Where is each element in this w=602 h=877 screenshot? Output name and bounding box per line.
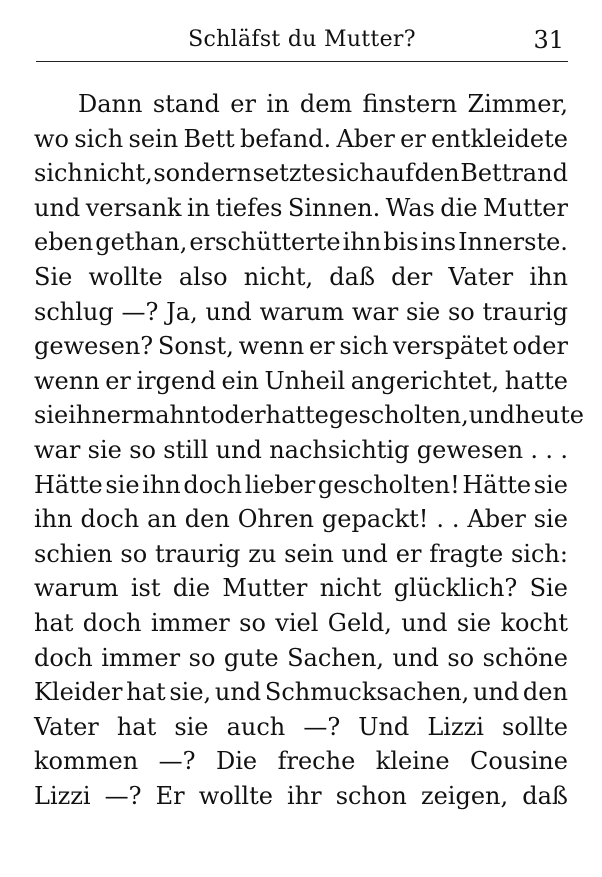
word: ihn xyxy=(142,470,181,499)
word: sollte xyxy=(502,712,568,741)
word: und xyxy=(472,678,520,707)
word: Schmucksachen, xyxy=(264,678,470,707)
word: Ohren xyxy=(237,505,314,534)
word: . xyxy=(436,505,444,534)
word: ermahnt xyxy=(106,401,211,430)
word: an xyxy=(147,505,177,534)
word: doch xyxy=(34,643,93,672)
word: daß xyxy=(522,781,568,810)
word: wo xyxy=(34,124,69,153)
word: freche xyxy=(277,747,356,776)
word: eben xyxy=(34,228,94,257)
word: er xyxy=(105,366,131,395)
word: Dann xyxy=(78,90,143,118)
word: wenn xyxy=(34,366,100,395)
text-line xyxy=(34,571,568,606)
text-line xyxy=(34,744,568,779)
word: sich xyxy=(74,124,124,153)
word: Vater xyxy=(34,712,99,741)
word: und xyxy=(401,608,448,637)
word: erschütterte xyxy=(189,228,341,257)
word: . xyxy=(560,435,568,464)
word: und xyxy=(468,401,515,430)
word: zu xyxy=(248,539,277,568)
word: Sie xyxy=(529,574,568,603)
word: traurig xyxy=(482,297,568,326)
word: Aber xyxy=(467,505,526,534)
word: den xyxy=(414,159,460,188)
word: sich: xyxy=(510,539,568,568)
word: sondern xyxy=(153,159,253,188)
word: Cousine xyxy=(470,747,568,776)
word: warum xyxy=(259,297,345,326)
word: so xyxy=(129,435,156,464)
word: versank xyxy=(85,193,182,222)
word: . xyxy=(451,505,460,534)
word: und xyxy=(214,678,262,707)
word: doch xyxy=(82,608,142,637)
word: —? xyxy=(158,747,196,776)
text-line xyxy=(34,329,568,364)
text-line xyxy=(34,641,568,676)
word: ist xyxy=(130,574,161,603)
word: er xyxy=(230,90,256,118)
word: lieber xyxy=(244,470,316,499)
word: Sie xyxy=(34,262,73,291)
word: befand. xyxy=(239,124,332,153)
word: nicht, xyxy=(243,262,314,291)
word: oder xyxy=(512,332,568,361)
word: und xyxy=(205,297,252,326)
word: Hätte xyxy=(462,470,532,499)
word: und xyxy=(215,435,262,464)
word: die xyxy=(440,193,478,222)
word: Hätte xyxy=(34,470,103,499)
word: nicht, xyxy=(83,159,153,188)
word: ihn xyxy=(529,262,568,291)
word: Ja, xyxy=(166,297,198,326)
word: sie xyxy=(456,608,492,637)
word: schien xyxy=(34,539,113,568)
word: sie xyxy=(87,435,122,464)
text-line xyxy=(34,225,568,260)
word: irgend xyxy=(136,366,216,395)
word: gewesen xyxy=(416,435,524,464)
word: so xyxy=(239,608,266,637)
word: ihn xyxy=(68,401,107,430)
word: auf xyxy=(375,159,415,188)
word: —? xyxy=(303,712,341,741)
word: gepackt! xyxy=(321,505,429,534)
word: verspätet xyxy=(393,332,508,361)
word: hat xyxy=(34,608,74,637)
word: sich xyxy=(34,159,83,188)
word: sich xyxy=(339,332,389,361)
word: ein xyxy=(221,366,259,395)
word: tiefes xyxy=(215,193,283,222)
word: immer xyxy=(150,608,230,637)
word: glücklich? xyxy=(393,574,518,603)
word: gethan, xyxy=(95,228,188,257)
word: zeigen, xyxy=(420,781,509,810)
word: . xyxy=(545,435,554,464)
word: auch xyxy=(226,712,286,741)
word: Zimmer, xyxy=(467,90,568,118)
text-line xyxy=(34,779,568,814)
word: —? xyxy=(121,297,159,326)
text-line xyxy=(34,433,568,468)
word: Sonst, xyxy=(157,332,234,361)
running-head-title: Schläfst du Mutter? xyxy=(188,27,416,52)
word: oder xyxy=(210,401,266,430)
word: viel xyxy=(275,608,319,637)
word: ihn xyxy=(342,228,382,257)
word: entkleidete xyxy=(431,124,568,153)
page-number: 31 xyxy=(533,26,564,54)
word: Lizzi xyxy=(427,712,484,741)
text-line xyxy=(34,260,568,295)
word: also xyxy=(178,262,228,291)
word: Innerste. xyxy=(458,228,568,257)
word: Die xyxy=(216,747,258,776)
word: schon xyxy=(335,781,407,810)
word: sie xyxy=(533,470,568,499)
word: Sinnen. xyxy=(287,193,381,222)
word: so xyxy=(447,643,475,672)
word: stand xyxy=(152,90,220,118)
word: Aber xyxy=(336,124,395,153)
word: den xyxy=(522,678,568,707)
word: sie xyxy=(34,401,69,430)
word: Unheil xyxy=(264,366,346,395)
word: kommen xyxy=(34,747,139,776)
word: heute xyxy=(515,401,584,430)
text-line xyxy=(34,191,568,226)
word: er xyxy=(395,539,422,568)
word: wenn xyxy=(238,332,305,361)
word: nachsichtig xyxy=(269,435,410,464)
word: gewesen? xyxy=(34,332,154,361)
word: Vater xyxy=(448,262,514,291)
word: er xyxy=(308,332,335,361)
word: nicht xyxy=(319,574,382,603)
text-line xyxy=(34,156,568,191)
word: sie, xyxy=(169,678,212,707)
word: Mutter xyxy=(482,193,568,222)
word: Bett xyxy=(183,124,235,153)
word: sie xyxy=(533,505,568,534)
word: doch xyxy=(80,505,140,534)
word: gescholten! xyxy=(317,470,460,499)
word: hat xyxy=(126,678,166,707)
word: er xyxy=(400,124,426,153)
word: gute xyxy=(223,643,279,672)
word: daß xyxy=(329,262,375,291)
header-rule xyxy=(36,61,568,62)
text-line xyxy=(34,502,568,537)
word: ins xyxy=(420,228,457,257)
word: —? xyxy=(104,781,142,810)
word: bis xyxy=(383,228,419,257)
text-line xyxy=(34,364,568,399)
text-line xyxy=(34,606,568,641)
word: Geld, xyxy=(327,608,392,637)
word: Und xyxy=(358,712,410,741)
word: war xyxy=(34,435,81,464)
word: hatte xyxy=(504,366,568,395)
word: hat xyxy=(116,712,157,741)
word: schöne xyxy=(482,643,568,672)
text-line xyxy=(34,122,568,157)
word: sie xyxy=(174,712,209,741)
word: in xyxy=(186,193,211,222)
word: dem xyxy=(299,90,353,118)
text-line xyxy=(34,398,584,433)
word: sie xyxy=(406,297,441,326)
word: gescholten, xyxy=(328,401,469,430)
running-head xyxy=(36,22,568,62)
word: kleine xyxy=(375,747,450,776)
word: doch xyxy=(183,470,243,499)
word: . xyxy=(530,435,539,464)
word: und xyxy=(341,539,388,568)
word: Sachen, xyxy=(287,643,385,672)
word: Mutter xyxy=(222,574,308,603)
word: Kleider xyxy=(34,678,123,707)
word: sein xyxy=(128,124,179,153)
word: Er xyxy=(155,781,185,810)
word: Was xyxy=(385,193,435,222)
word: Lizzi xyxy=(34,781,91,810)
word: still xyxy=(163,435,209,464)
word: sein xyxy=(284,539,334,568)
word: so xyxy=(447,297,475,326)
word: setzte xyxy=(252,159,326,188)
text-line xyxy=(34,87,568,122)
word: warum xyxy=(34,574,119,603)
word: und xyxy=(34,193,81,222)
word: kocht xyxy=(500,608,568,637)
word: finstern xyxy=(362,90,458,118)
word: sie xyxy=(105,470,140,499)
word: wollte xyxy=(88,262,163,291)
word: immer xyxy=(101,643,181,672)
word: in xyxy=(266,90,290,118)
word: wollte xyxy=(198,781,273,810)
word: war xyxy=(351,297,399,326)
word: fragte xyxy=(429,539,504,568)
text-line xyxy=(34,537,568,572)
text-line xyxy=(34,710,568,745)
word: ihr xyxy=(287,781,322,810)
word: so xyxy=(120,539,148,568)
word: traurig xyxy=(154,539,241,568)
word: angerichtet, xyxy=(350,366,500,395)
word: den xyxy=(184,505,230,534)
text-line xyxy=(34,675,568,710)
word: die xyxy=(172,574,211,603)
word: schlug xyxy=(34,297,114,326)
word: so xyxy=(188,643,216,672)
text-line xyxy=(34,468,568,503)
body-text xyxy=(34,87,584,813)
word: Bettrand xyxy=(460,159,568,188)
word: und xyxy=(392,643,439,672)
text-line xyxy=(34,295,568,330)
word: ihn xyxy=(34,505,73,534)
word: sich xyxy=(325,159,375,188)
word: hatte xyxy=(265,401,329,430)
word: der xyxy=(391,262,433,291)
